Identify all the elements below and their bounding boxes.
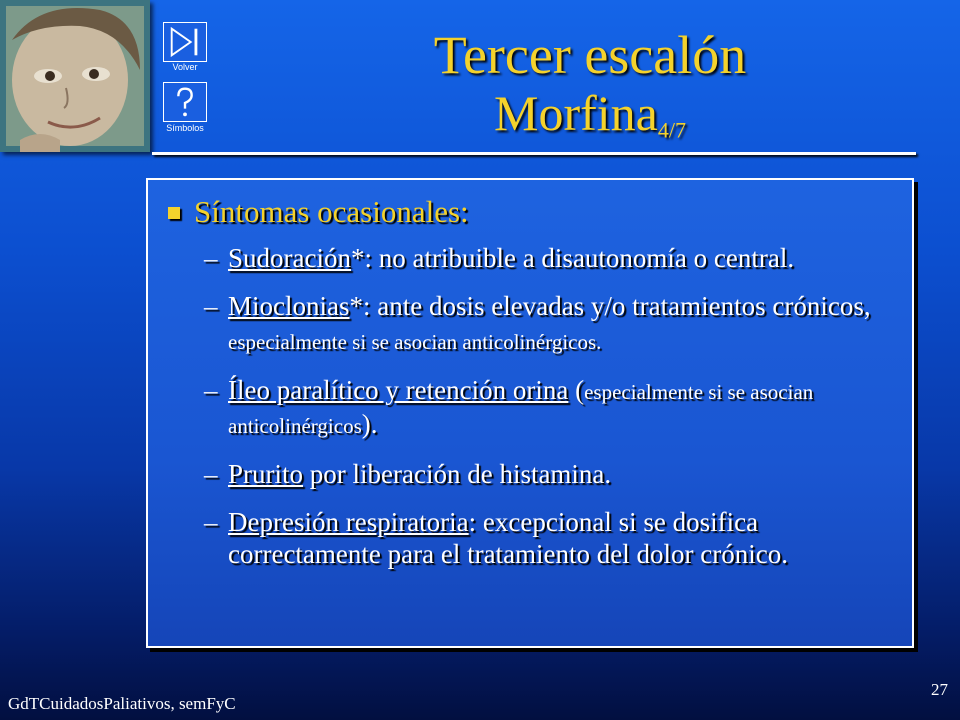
play-back-icon <box>164 23 206 61</box>
list-item-depresion <box>160 506 904 570</box>
content-box <box>146 178 914 648</box>
footer-source: GdTCuidadosPaliativos, semFyC <box>8 694 236 713</box>
list-item-mioclonias <box>160 290 904 358</box>
item-term: Depresión respiratoria <box>228 507 469 537</box>
item-term: Mioclonias <box>228 291 350 321</box>
symbols-button[interactable] <box>163 82 207 122</box>
symbols-button-label: Símbolos <box>166 123 204 133</box>
title-line-1: Tercer escalón <box>433 25 747 85</box>
title-subscript: 4/7 <box>657 117 686 143</box>
item-text: ( <box>568 375 585 405</box>
main-bullet <box>160 194 904 230</box>
item-text: *: no atribuible a disautonomía o central. <box>350 243 795 273</box>
item-text: *: ante dosis elevadas y/o tratamientos crónicos, <box>349 291 871 321</box>
list-item-sudoracion <box>160 242 904 274</box>
title-divider <box>152 152 916 155</box>
face-illustration <box>0 0 150 152</box>
question-mark-icon <box>164 83 206 121</box>
back-button[interactable] <box>163 22 207 62</box>
dash-marker: – <box>204 459 218 489</box>
square-bullet-icon <box>168 207 180 219</box>
title-drug-name: Morfina <box>494 85 658 141</box>
dash-marker: – <box>204 243 218 273</box>
item-tail: ). <box>361 409 378 439</box>
item-term: Íleo paralítico y retención orina <box>228 375 569 405</box>
item-term: Sudoración <box>228 243 351 273</box>
title-line-2 <box>300 85 880 143</box>
item-text: por liberación de histamina. <box>303 459 612 489</box>
item-text: : excepcional si se dosifica correctamente para el tratamiento del dolor crónico. <box>228 507 788 569</box>
item-note: especialmente si se asocian anticolinérgicos. <box>228 330 602 354</box>
item-term: Prurito <box>228 459 304 489</box>
content-list <box>160 194 904 586</box>
dash-marker: – <box>204 291 218 321</box>
portrait-image <box>0 0 150 152</box>
dash-marker: – <box>204 375 218 405</box>
list-item-prurito <box>160 458 904 490</box>
back-button-label: Volver <box>172 62 198 72</box>
list-item-ileo <box>160 374 904 442</box>
slide-title <box>300 25 880 143</box>
page-number: 27 <box>931 680 948 699</box>
bullet-heading: Síntomas ocasionales: <box>194 194 469 229</box>
item-note: especialmente si se asocian anticolinérgicos <box>228 380 814 438</box>
dash-marker: – <box>204 507 218 537</box>
